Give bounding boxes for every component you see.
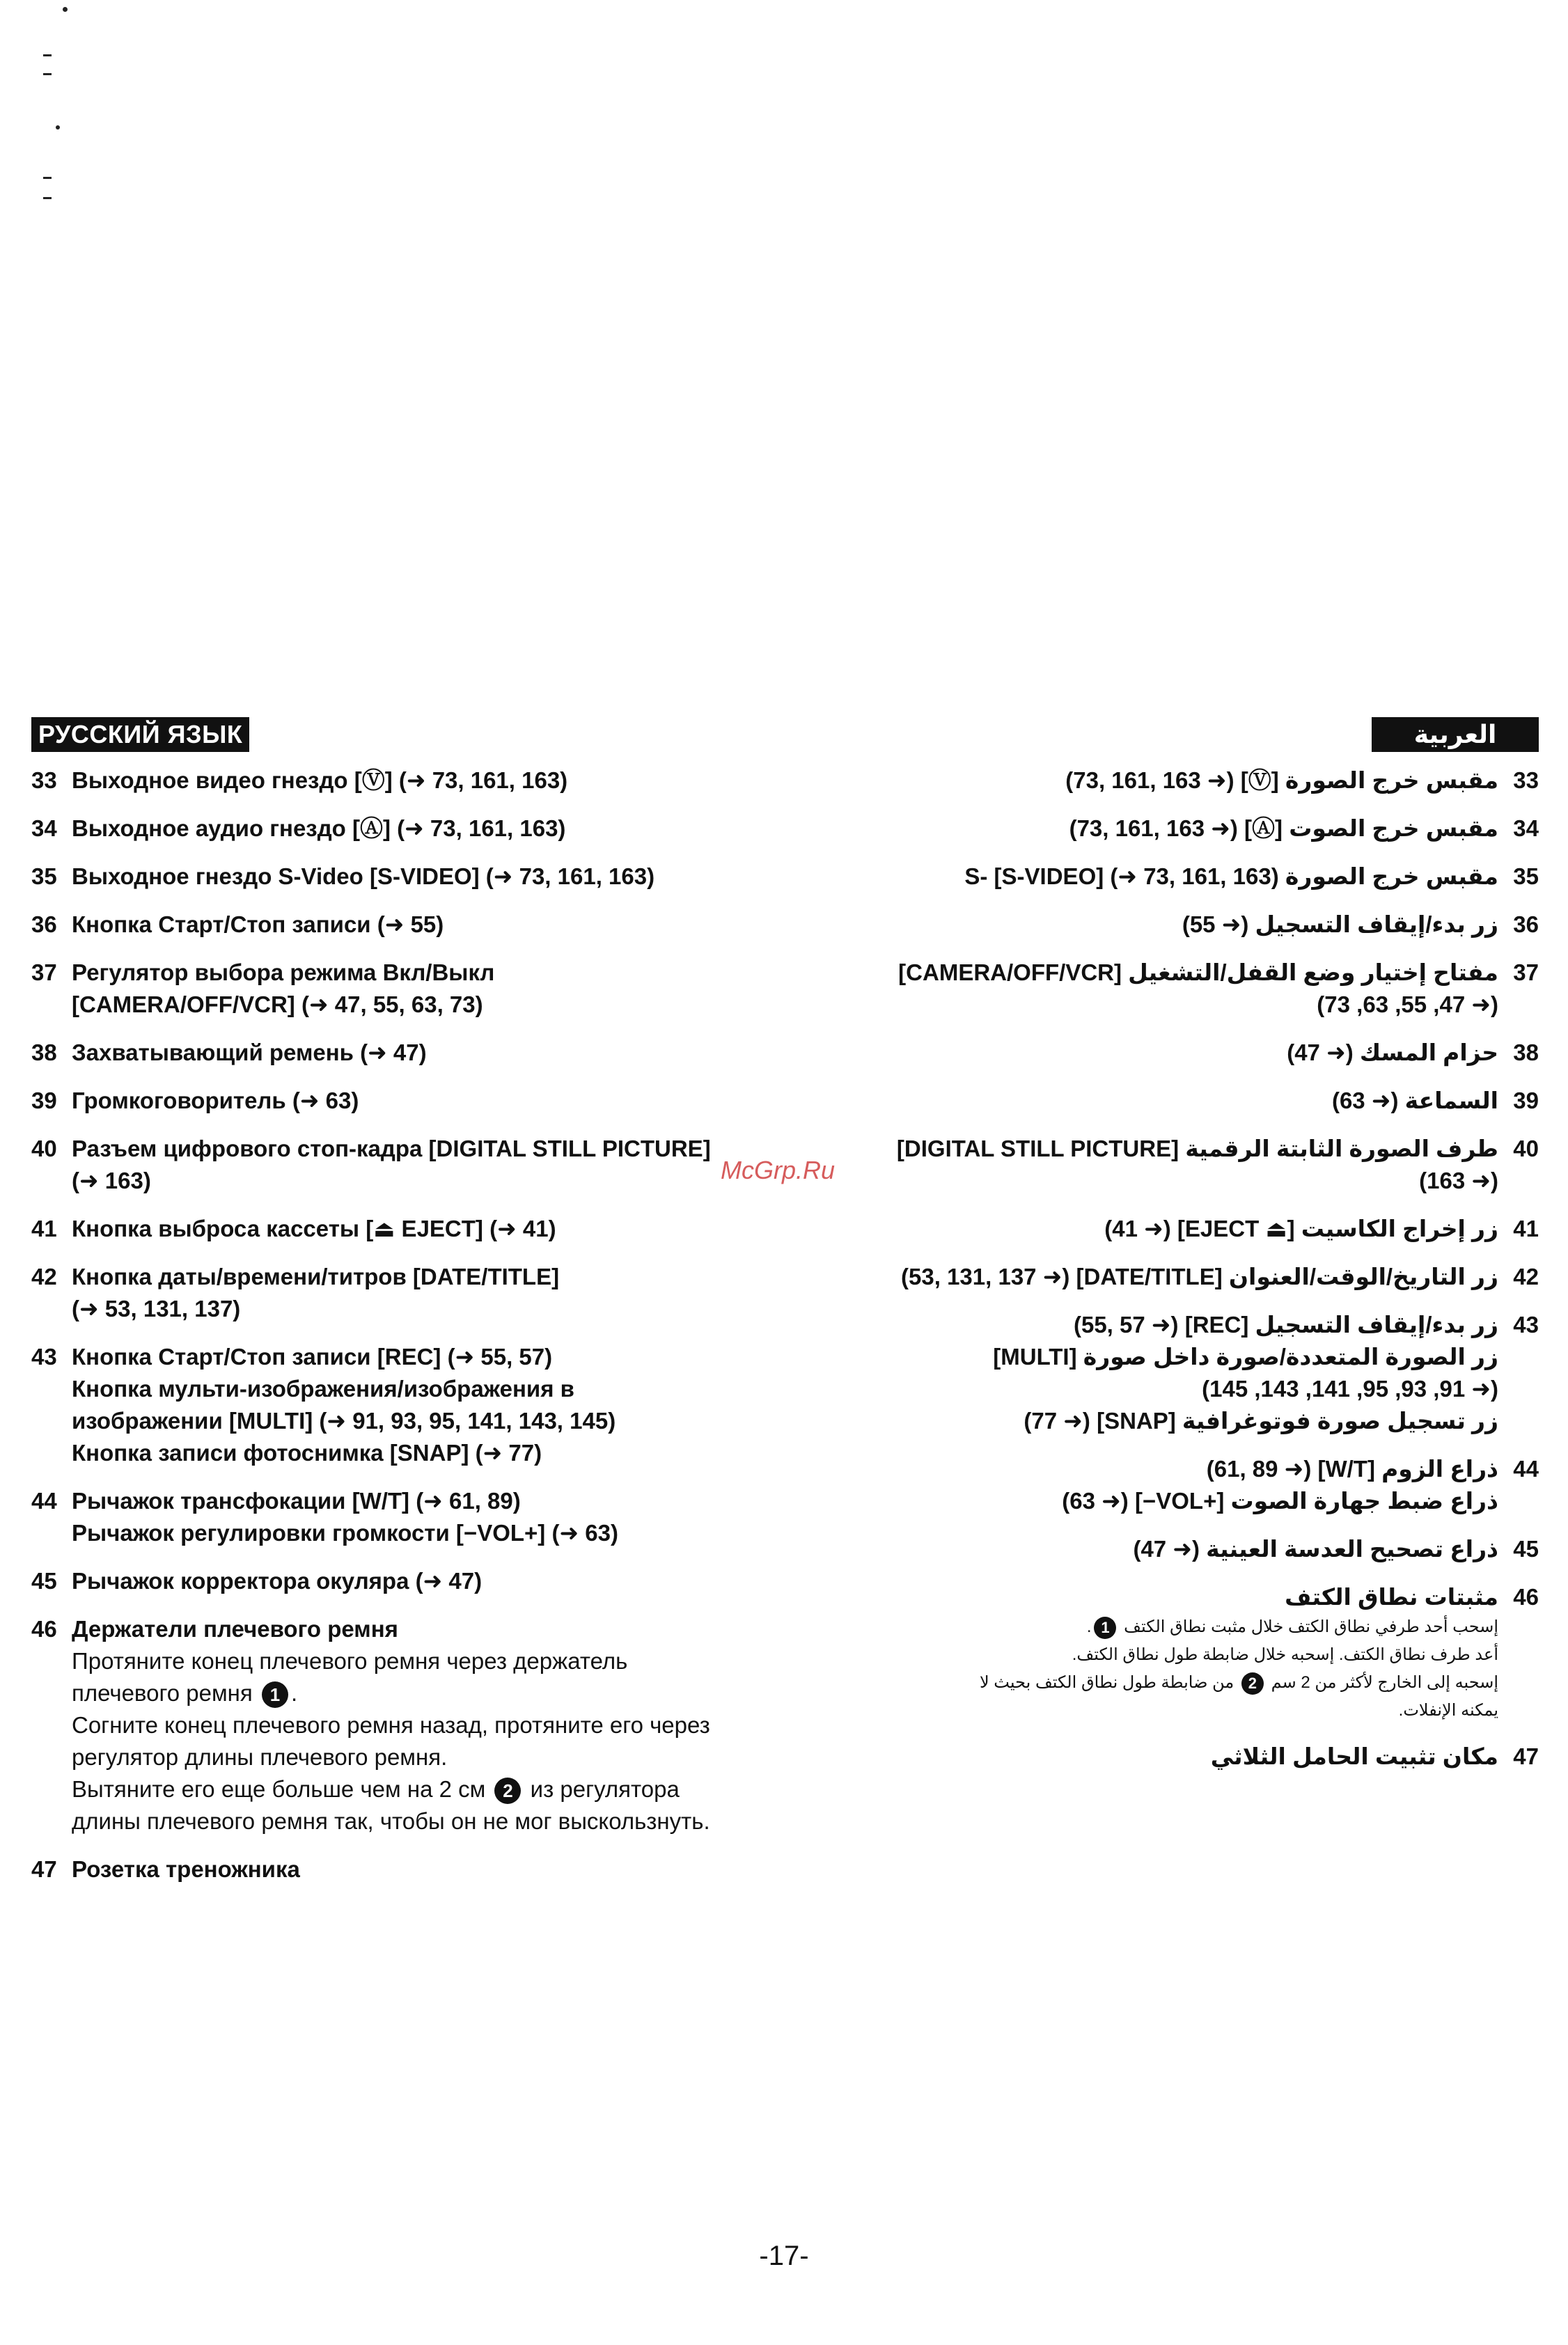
watermark: McGrp.Ru xyxy=(721,1156,836,1184)
item-line: [CAMERA/OFF/VCR] (➜ 47, 55, 63, 73) xyxy=(72,991,483,1017)
list-item xyxy=(31,1613,853,1837)
item-line: زر إخراج الكاسيت [⏏ EJECT] (➜ 41) xyxy=(1104,1216,1498,1241)
scan-dot xyxy=(56,125,60,130)
item-line: يمكنه الإنفلات. xyxy=(1398,1701,1498,1720)
step-circle-icon: 1 xyxy=(1094,1617,1116,1639)
scan-dot xyxy=(63,7,68,12)
item-body xyxy=(72,1037,853,1069)
item-line: (➜ 47, 55, 63, 73) xyxy=(1317,991,1498,1017)
item-number: 45 xyxy=(31,1568,57,1594)
list-item xyxy=(884,909,1539,941)
item-line: زر تسجيل صورة فوتوغرافية [SNAP] (➜ 77) xyxy=(1024,1408,1498,1434)
item-number: 44 xyxy=(31,1488,57,1514)
list-item xyxy=(884,1037,1539,1069)
item-number: 36 xyxy=(31,911,57,937)
list-item xyxy=(31,1341,853,1469)
item-line: длины плечевого ремня так, чтобы он не мог выскользнуть. xyxy=(72,1808,710,1834)
item-number: 45 xyxy=(1513,1536,1539,1562)
item-number: 40 xyxy=(31,1136,57,1161)
scan-dash xyxy=(43,73,52,75)
item-line: (➜ 163) xyxy=(1419,1168,1498,1193)
item-line: (➜ 53, 131, 137) xyxy=(72,1296,241,1321)
item-line: Выходное гнездо S-Video [S-VIDEO] (➜ 73, 161, 163) xyxy=(72,863,655,889)
item-body xyxy=(72,1853,853,1885)
item-body xyxy=(72,957,853,1021)
item-line: Согните конец плечевого ремня назад, протяните его через xyxy=(72,1712,710,1738)
item-line: Кнопка даты/времени/титров [DATE/TITLE] xyxy=(72,1264,560,1289)
list-item xyxy=(31,1565,853,1597)
item-line: регулятор длины плечевого ремня. xyxy=(72,1744,448,1770)
item-line: مقبس خرج الصورة S- [S-VIDEO] (➜ 73, 161, 163) xyxy=(964,863,1498,889)
item-line: изображении [MULTI] (➜ 91, 93, 95, 141, 143, 145) xyxy=(72,1408,616,1434)
list-item xyxy=(31,861,853,893)
scan-dash xyxy=(43,54,52,56)
item-body xyxy=(72,1213,853,1245)
item-line: طرف الصورة الثابتة الرقمية [DIGITAL STILL PICTURE] xyxy=(896,1136,1498,1161)
item-number: 35 xyxy=(1513,863,1539,889)
item-line: (➜ 91, 93, 95, 141, 143, 145) xyxy=(1202,1376,1498,1402)
item-number: 38 xyxy=(1513,1040,1539,1065)
list-item xyxy=(884,861,1539,893)
inline-text: من ضابطة طول نطاق الكتف بحيث لا xyxy=(979,1673,1234,1692)
item-line: Кнопка мульти-изображения/изображения в xyxy=(72,1376,574,1402)
item-body xyxy=(72,813,853,845)
list-item xyxy=(884,1741,1539,1773)
item-body xyxy=(884,764,1498,797)
step-circle-icon: 2 xyxy=(494,1778,521,1804)
list-item xyxy=(31,909,853,941)
item-body xyxy=(884,1741,1498,1773)
item-number: 47 xyxy=(31,1856,57,1882)
item-line: السماعة (➜ 63) xyxy=(1331,1088,1498,1113)
item-line: مقبس خرج الصوت [Ⓐ] (➜ 73, 161, 163) xyxy=(1069,815,1498,841)
item-body xyxy=(72,764,853,797)
item-line: ذراع تصحيح العدسة العينية (➜ 47) xyxy=(1133,1536,1498,1562)
item-line: (➜ 163) xyxy=(72,1168,151,1193)
item-number: 42 xyxy=(1513,1264,1539,1289)
item-body xyxy=(884,813,1498,845)
list-item xyxy=(884,1261,1539,1293)
list-item xyxy=(31,764,853,797)
item-body xyxy=(72,861,853,893)
list-item xyxy=(884,957,1539,1021)
item-line: Рычажок регулировки громкости [−VOL+] (➜ 63) xyxy=(72,1520,618,1546)
item-number: 33 xyxy=(31,767,57,793)
inline-text: из регулятора xyxy=(530,1776,680,1802)
list-item xyxy=(31,813,853,845)
item-line: Разъем цифрового стоп-кадра [DIGITAL STILL PICTURE] xyxy=(72,1136,711,1161)
item-line: Выходное видео гнездо [Ⓥ] (➜ 73, 161, 163) xyxy=(72,767,568,793)
item-number: 34 xyxy=(1513,815,1539,841)
item-number: 34 xyxy=(31,815,57,841)
russian-item-list xyxy=(31,764,853,1885)
list-item xyxy=(884,813,1539,845)
item-line xyxy=(884,1613,1498,1641)
item-body xyxy=(72,1085,853,1117)
item-body xyxy=(884,1261,1498,1293)
arabic-item-list xyxy=(884,764,1539,1773)
item-line: زر بدء/إيقاف التسجيل (➜ 55) xyxy=(1182,911,1498,937)
item-line: Выходное аудио гнездо [Ⓐ] (➜ 73, 161, 163) xyxy=(72,815,566,841)
list-item xyxy=(884,1213,1539,1245)
item-line: Кнопка выброса кассеты [⏏ EJECT] (➜ 41) xyxy=(72,1216,556,1241)
item-body xyxy=(72,1613,853,1837)
item-body xyxy=(72,1341,853,1469)
inline-text: . xyxy=(1086,1617,1092,1636)
item-number: 39 xyxy=(1513,1088,1539,1113)
item-line: Держатели плечевого ремня xyxy=(72,1616,398,1642)
item-line: Рычажок корректора окуляра (➜ 47) xyxy=(72,1568,483,1594)
item-line: أعد طرف نطاق الكتف. إسحبه خلال ضابطة طول نطاق الكتف. xyxy=(1072,1645,1498,1664)
item-line: ذراع الزوم [W/T] (➜ 61, 89) xyxy=(1206,1456,1498,1482)
item-line: مفتاح إختيار وضع القفل/التشغيل [CAMERA/OFF/VCR] xyxy=(898,959,1498,985)
list-item xyxy=(884,1581,1539,1725)
item-number: 42 xyxy=(31,1264,57,1289)
item-line: زر الصورة المتعددة/صورة داخل صورة [MULTI] xyxy=(993,1344,1498,1370)
item-body xyxy=(884,909,1498,941)
list-item xyxy=(31,1213,853,1245)
item-line xyxy=(884,1669,1498,1697)
list-item xyxy=(31,1853,853,1885)
item-line: Рычажок трансфокации [W/T] (➜ 61, 89) xyxy=(72,1488,521,1514)
item-line: Кнопка Старт/Стоп записи [REC] (➜ 55, 57) xyxy=(72,1344,553,1370)
item-number: 41 xyxy=(31,1216,57,1241)
item-number: 38 xyxy=(31,1040,57,1065)
item-body xyxy=(884,1581,1498,1725)
list-item xyxy=(884,1533,1539,1565)
inline-text: إسحبه إلى الخارج لأكثر من 2 سم xyxy=(1271,1673,1498,1692)
item-number: 33 xyxy=(1513,767,1539,793)
list-item xyxy=(884,1133,1539,1197)
list-item xyxy=(884,1309,1539,1437)
item-body xyxy=(884,1133,1498,1197)
russian-section-header: РУССКИЙ ЯЗЫК xyxy=(31,717,249,752)
item-body xyxy=(72,1565,853,1597)
step-circle-icon: 1 xyxy=(262,1681,288,1708)
item-number: 39 xyxy=(31,1088,57,1113)
step-circle-icon: 2 xyxy=(1241,1672,1264,1695)
item-number: 36 xyxy=(1513,911,1539,937)
item-line: مكان تثبيت الحامل الثلاثي xyxy=(1210,1743,1498,1769)
inline-text: إسحب أحد طرفي نطاق الكتف خلال مثبت نطاق الكتف xyxy=(1124,1617,1498,1636)
item-body xyxy=(884,1453,1498,1517)
item-body xyxy=(72,1485,853,1549)
list-item xyxy=(884,1453,1539,1517)
item-line: Кнопка Старт/Стоп записи (➜ 55) xyxy=(72,911,444,937)
item-number: 40 xyxy=(1513,1136,1539,1161)
item-line: Кнопка записи фотоснимка [SNAP] (➜ 77) xyxy=(72,1440,542,1466)
item-body xyxy=(884,1533,1498,1565)
item-line: مثبتات نطاق الكتف xyxy=(1285,1584,1498,1610)
item-number: 43 xyxy=(31,1344,57,1370)
item-line: مقبس خرج الصورة [Ⓥ] (➜ 73, 161, 163) xyxy=(1065,767,1498,793)
item-body xyxy=(884,1085,1498,1117)
item-line: Протяните конец плечевого ремня через держатель xyxy=(72,1648,628,1674)
list-item xyxy=(884,764,1539,797)
item-line: زر التاريخ/الوقت/العنوان [DATE/TITLE] (➜ 53, 131, 137) xyxy=(901,1264,1498,1289)
list-item xyxy=(31,1037,853,1069)
item-line xyxy=(72,1677,853,1709)
item-line: Регулятор выбора режима Вкл/Выкл xyxy=(72,959,495,985)
arabic-section-header: العربية xyxy=(1372,717,1539,752)
list-item xyxy=(884,1085,1539,1117)
item-number: 41 xyxy=(1513,1216,1539,1241)
item-body xyxy=(884,1213,1498,1245)
item-body xyxy=(72,909,853,941)
item-line: حزام المسك (➜ 47) xyxy=(1287,1040,1498,1065)
item-body xyxy=(884,1309,1498,1437)
inline-text: плечевого ремня xyxy=(72,1680,253,1706)
item-number: 47 xyxy=(1513,1743,1539,1769)
page-number: -17- xyxy=(759,2241,809,2271)
item-line: ذراع ضبط جهارة الصوت [+VOL−] (➜ 63) xyxy=(1062,1488,1498,1514)
item-line xyxy=(72,1773,853,1805)
item-number: 35 xyxy=(31,863,57,889)
item-body xyxy=(72,1261,853,1325)
list-item xyxy=(31,957,853,1021)
scan-dash xyxy=(43,197,52,199)
list-item xyxy=(31,1485,853,1549)
item-number: 46 xyxy=(31,1616,57,1642)
inline-text: Вытяните его еще больше чем на 2 см xyxy=(72,1776,486,1802)
item-number: 44 xyxy=(1513,1456,1539,1482)
scan-dash xyxy=(43,177,52,179)
list-item xyxy=(31,1085,853,1117)
item-line: زر بدء/إيقاف التسجيل [REC] (➜ 55, 57) xyxy=(1073,1312,1498,1338)
item-number: 37 xyxy=(31,959,57,985)
item-line: Громкоговоритель (➜ 63) xyxy=(72,1088,359,1113)
item-body xyxy=(884,957,1498,1021)
item-body xyxy=(884,861,1498,893)
scan-marks xyxy=(42,0,84,223)
arabic-column xyxy=(884,717,1539,1789)
item-number: 43 xyxy=(1513,1312,1539,1338)
item-line: Розетка треножника xyxy=(72,1856,300,1882)
inline-text: . xyxy=(290,1680,298,1706)
list-item xyxy=(31,1261,853,1325)
item-number: 37 xyxy=(1513,959,1539,985)
item-number: 46 xyxy=(1513,1584,1539,1610)
item-body xyxy=(884,1037,1498,1069)
item-line: Захватывающий ремень (➜ 47) xyxy=(72,1040,427,1065)
russian-column xyxy=(31,717,853,1901)
